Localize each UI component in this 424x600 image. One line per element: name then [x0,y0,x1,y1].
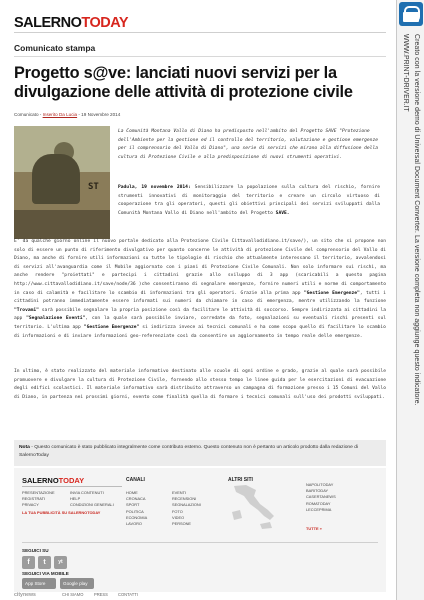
altri-siti-list [306,482,336,513]
lock-icon [399,2,423,26]
article-photo [14,126,110,239]
press-note [14,440,386,466]
canali-link[interactable]: HOME [126,490,138,495]
advertising-link[interactable]: LA TUA PUBBLICITÀ SU SALERNOTODAY [22,510,101,515]
article-meta [14,112,120,117]
canali-heading: CANALI [126,477,145,483]
meta-author-link[interactable]: Inserito Da Lucia [42,112,78,117]
note-text: - Questo comunicato è stato pubblicato integralmente come contributo esterno. Questo contenuto non è pertanto un articolo prodotto dalla redazione di SalernoToday [19,445,359,459]
canali-col1 [126,490,147,527]
canali-link[interactable]: ECONOMIA [126,514,148,520]
meta-date: - 19 Novembre 2014 [78,112,121,117]
article-intro: La Comunità Montana Vallo di Diano ha predisposto nell'ambito del Progetto SAVE "Protezione dell'Ambiente per la gestione ed il controllo del territorio, valutazione e gestione emergenze per il comprensorio del Vallo di Diano", una serie di servizi che mirano alla diffusione della cultura di Protezione Civile e alla predisposizione di nuovi strumenti operativi. [118,129,378,160]
altri-siti-heading: ALTRI SITI [228,477,253,483]
tutte-link[interactable]: TUTTE » [306,526,322,531]
site-link[interactable]: LECCEPRIMA [306,506,332,512]
footer-link[interactable]: PRIVACY [22,502,39,508]
photo-text: ST [88,182,99,192]
footer-links-col1 [22,490,55,509]
article-title: Progetto s@ve: lanciati nuovi servizi per la divulgazione delle attività di protezione civile [14,64,353,101]
app-name-2: "Trovami" [14,307,39,313]
site-link[interactable]: NAPOLITODAY [306,482,334,487]
bottom-bar [14,592,386,600]
app-name-3: "Segnalazione Eventi" [26,316,86,322]
seguici-mobile-heading: SEGUICI VIA MOBILE [22,571,69,576]
canali-link[interactable]: POLITICA [126,508,144,514]
facebook-icon[interactable]: f [22,556,35,569]
bottom-link[interactable]: CHI SIAMO [62,592,84,597]
canali-col2 [172,490,201,527]
google-play-badge[interactable]: Google play [60,578,94,589]
canali-link[interactable]: VIDEO [172,514,185,520]
watermark-text: Creato con la versione demo di Universal Document Converter. La versione completa non aggiunge questo indicatore. [413,34,420,406]
p1-text: Sensibilizzare la popolazione sulla cultura del rischio, fornire strumenti innovativi di monitoraggio del territorio e creare un circolo virtuoso di cooperazione tra gli operatori, questi gli obiettivi principali dei servizi sviluppati dalla Comunità Montana Vallo di Diano nell'ambito del Progetto [118,185,380,216]
p1-lead: Padula, 19 novembre 2014: [118,185,191,190]
article-paragraph-1 [118,184,380,218]
article-paragraph-3: In ultimo, è stato realizzato del materiale informativo destinato alle scuole di ogni ordine e grado, grazie al quale sarà possibile promuovere e divulgare la cultura di Protezione Civile, fornendo allo stesso tempo le linee guida per le esercitazioni di evacuazione degli edifici scolastici. Il materiale informativo sarà distribuito attraverso un campagna di formazione presso i 15 Comuni del Vallo di Diano, in partenza nei prossimi giorni, evento come finalità quella di formare i tecnici comunali sull'uso dei prodotti sviluppati. [14,369,386,400]
footer-link[interactable]: CONDIZIONI GENERALI [70,502,114,508]
footer-link[interactable]: INVIA CONTENUTI [70,490,104,495]
footer-link[interactable]: HELP [70,496,81,502]
youtube-icon[interactable]: yt [54,556,67,569]
p1-tail: SAVE. [275,210,290,216]
app-name-1: "Gestione Emergenze" [303,290,360,296]
watermark-url[interactable]: WWW.PRINT-DRIVER.IT [402,34,409,112]
footer-link[interactable]: REGISTRATI [22,496,46,502]
canali-link[interactable]: FOTO [172,508,183,514]
note-label: Nota [19,445,30,450]
italy-map-icon [226,482,284,532]
bottom-link[interactable]: CONTATTI [118,592,138,597]
meta-prefix: Comunicato - [14,112,42,117]
canali-link[interactable]: SEGNALAZIONI [172,502,201,508]
site-footer [14,468,386,592]
app-name-4: "Gestione Emergenze" [83,324,140,330]
seguici-heading: SEGUICI SU [22,548,49,553]
site-link[interactable]: ROMATODAY [306,500,331,506]
canali-link[interactable]: RECENSIONI [172,496,197,502]
citynews-logo[interactable]: citynews [14,592,36,598]
app-store-badge[interactable]: App Store [22,578,56,589]
site-link[interactable]: BARITODAY [306,488,329,494]
logo-part1: SALERNO [14,15,82,31]
footer-logo[interactable]: SALERNOTODAY [22,476,85,485]
canali-link[interactable]: LAVORO [126,521,142,527]
bottom-link[interactable]: PRESS [94,592,108,597]
footer-link[interactable]: PRESENTAZIONE [22,490,55,495]
site-logo[interactable] [14,15,128,31]
site-link[interactable]: CASERTANEWS [306,494,336,500]
canali-link[interactable]: CRONACA [126,496,146,502]
converter-watermark-sidebar [396,0,424,600]
section-label: Comunicato stampa [14,43,96,53]
canali-link[interactable]: EVENTI [172,490,187,495]
header-divider [14,32,386,33]
logo-part2: TODAY [81,15,129,31]
section-divider [14,56,386,57]
canali-link[interactable]: SPORT [126,502,140,508]
twitter-icon[interactable]: t [38,556,51,569]
footer-links-col2 [70,490,114,509]
article-paragraph-2: E' da qualche giorno online il nuovo portale dedicato alla Protezione Civile Cittavallodidiano.it/save/), un sito che si propone non solo di essere un punto di riferimento divulgativo per quanto concerne le attività di protezione Civile del comprensorio del Vallo di Diano, ma anche di fornire utili informazioni su tutte le tipologie di rischio che attualmente interessano il territorio, avvalendosi di servizi all'avanguardia come il Mobile aggiornato con i piani di Protezione Civile Comunali. Non solo informare sui rischi, ma anche rendere "proiettati" e partecipi i cittadini grazie allo sviluppo di 3 app (scaricabili a questo pagina http://www.cittavallodidiano.it/save/node/36 )che consentiranno di segnalare emergenze, fornire numeri utili e norme di comportamento in caso di calamità e facilitare lo scambio di informazioni tra gli operatori. Grazie alla prima app "Gestione Emergenze", tutti i cittadini potranno immediatamente essere informati sui numeri da chiamare in caso di emergenza, mentre utilizzando la funzione "Trovami" sarà possibile segnalare la propria posizione così da facilitare le attività di soccorso. Sempre indirizzata ai cittadini la app "Segnalazione Eventi", con la quale sarà possibile inviare, corredate da foto, segnalazioni su eventuali rischi presenti sul territorio. L'ultima app "Gestione Emergenze" si indirizza invece ai tecnici comunali e ha come scopo quello di facilitare lo scambio di informazioni e di inviare informazioni geo-referenziate così da consentire un aggiornamento in tempo reale delle emergenze. [14,239,386,339]
canali-link[interactable]: PERSONE [172,521,192,527]
